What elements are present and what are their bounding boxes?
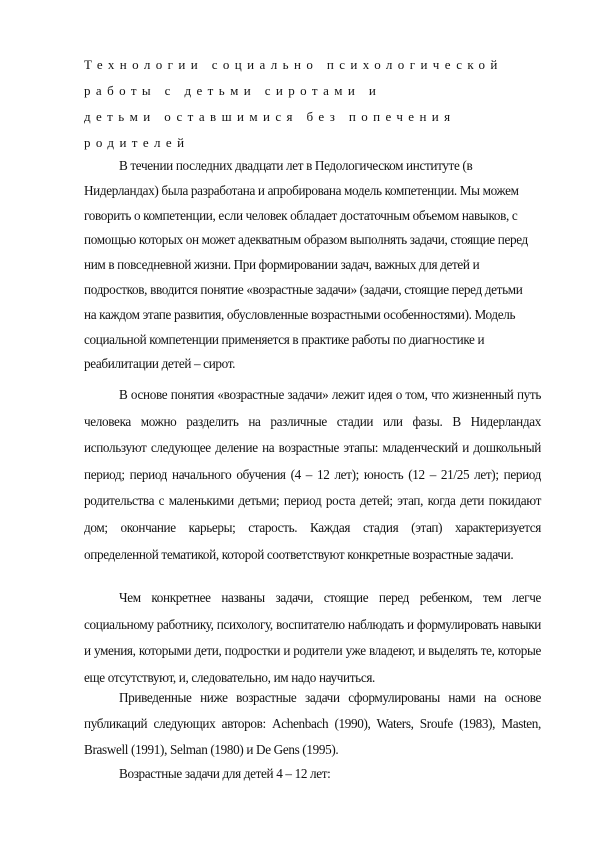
paragraph-5: Возрастные задачи для детей 4 – 12 лет: (119, 766, 331, 781)
paragraph-2: В основе понятия «возрастные задачи» лежит идея о том, что жизненный путь человека можно разделить на различные стадии или фазы. В Нидерландах используют следующее деление на возрастные этапы: младенческий и дошкольный период; период начального обучения (4 – 12 лет); юность (12 – 21/25 лет); период родительства с маленькими детьми; период роста детей; этап, когда дети покидают дом; окончание карьеры; старость. Каждая стадия (этап) характеризуется определенной тематикой, которой соответствуют конкретные возрастные задачи. (84, 387, 541, 562)
paragraph-4: Приведенные ниже возрастные задачи сформулированы нами на основе публикаций следующих авторов: Achenbach (1990), Waters, Sroufe (1983), Masten, Braswell (1991), Selman (1980) и De Gens (1995). (84, 690, 541, 757)
paragraph-1: В течении последних двадцати лет в Педологическом институте (в Нидерландах) была разработана и апробирована модель компетенции. Мы можем говорить о компетенции, если человек обладает достаточным объемом навыков, с помощью которых он может адекватным образом выполнять задачи, стоящие перед ним в повседневной жизни. При формировании задач, важных для детей и подростков, вводится понятие «возрастные задачи» (задачи, стоящие перед детьми на каждом этапе развития, обусловленные возрастными особенностями). Модель социальной компетенции применяется в практике работы по диагностике и реабилитации детей – сирот. (84, 158, 528, 372)
title-line-4: родителей (84, 135, 190, 150)
paragraph-3: Чем конкретнее названы задачи, стоящие перед ребенком, тем легче социальному работнику, психологу, воспитателю наблюдать и формулировать навыки и умения, которыми дети, подростки и родители уже владеют, и выделять те, которые еще отсутствуют, и, следовательно, им надо научиться. (84, 590, 541, 685)
title-line-1: Технологии социально психологической (84, 57, 503, 72)
title-line-3: детьми оставшимися без попечения (84, 109, 456, 124)
title-line-2: работы с детьми сиротами и (84, 83, 382, 98)
